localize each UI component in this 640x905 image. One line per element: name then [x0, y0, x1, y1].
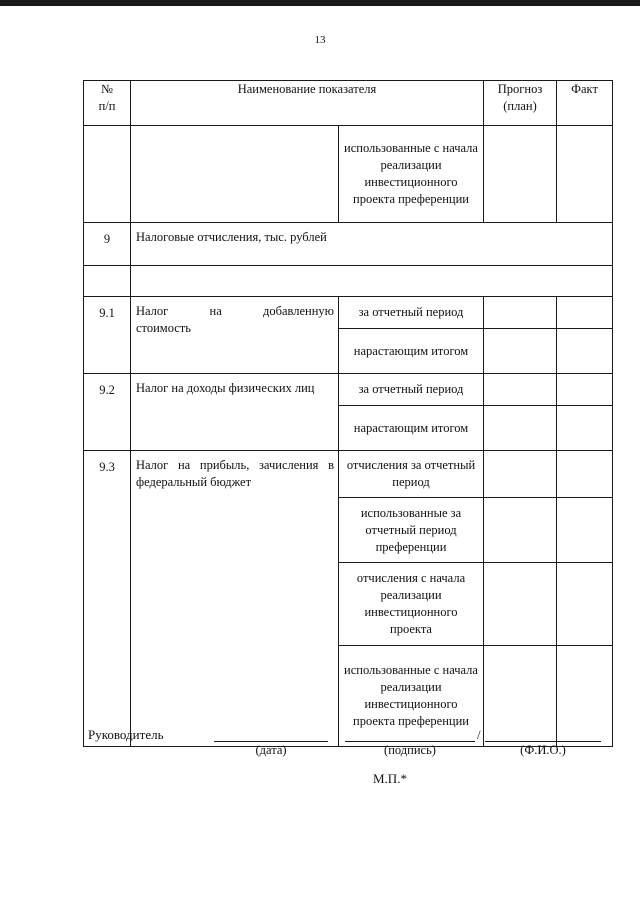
- cell-num: 9.3: [84, 451, 131, 747]
- cell-plan[interactable]: [484, 498, 557, 563]
- cell-sub: отчисления с начала реализации инвестиционного проекта: [339, 563, 484, 646]
- table-row: [84, 374, 613, 406]
- fio-label: (Ф.И.О.): [520, 743, 566, 757]
- stamp-place: М.П.*: [373, 771, 407, 786]
- date-label: (дата): [255, 743, 287, 757]
- cell-num: 9.2: [84, 374, 131, 451]
- fio-line[interactable]: [485, 741, 601, 742]
- signature-label: (подпись): [384, 743, 436, 757]
- name-line2: стоимость: [136, 321, 191, 335]
- cell-fact[interactable]: [557, 646, 613, 747]
- indicators-table: [83, 80, 613, 747]
- table-gap-row: [84, 266, 613, 297]
- cell-sub: нарастающим итогом: [339, 406, 484, 451]
- cell-sub: за отчетный период: [339, 374, 484, 406]
- cell-sub: использованные за отчетный период преференции: [339, 498, 484, 563]
- signature-line[interactable]: [345, 741, 475, 742]
- header-plan: [484, 81, 557, 126]
- header-fact: Факт: [557, 81, 613, 126]
- cell-fact[interactable]: [557, 297, 613, 329]
- table-row: [84, 126, 613, 223]
- cell-name: Налог на доходы физических лиц: [131, 374, 339, 451]
- cell-plan[interactable]: [484, 406, 557, 451]
- cell-plan[interactable]: [484, 646, 557, 747]
- header-name: Наименование показателя: [131, 81, 484, 126]
- cell-plan[interactable]: [484, 329, 557, 374]
- header-num: [84, 81, 131, 126]
- cell-fact[interactable]: [557, 563, 613, 646]
- cell-name: Налоговые отчисления, тыс. рублей: [131, 223, 613, 266]
- cell-sub: отчисления за отчетный период: [339, 451, 484, 498]
- cell-plan[interactable]: [484, 126, 557, 223]
- cell-fact[interactable]: [557, 374, 613, 406]
- cell-sub: за отчетный период: [339, 297, 484, 329]
- cell-name: [131, 126, 339, 223]
- cell-fact[interactable]: [557, 406, 613, 451]
- cell-sub: нарастающим итогом: [339, 329, 484, 374]
- table-row: [84, 297, 613, 329]
- page-number: 13: [314, 34, 326, 46]
- date-line[interactable]: [214, 741, 328, 742]
- name-line1: Налог на добавленную: [136, 304, 334, 318]
- cell-fact[interactable]: [557, 126, 613, 223]
- cell-fact[interactable]: [557, 451, 613, 498]
- table-row: [84, 223, 613, 266]
- header-num-line1: №: [101, 82, 113, 96]
- header-plan-line2: (план): [503, 99, 537, 113]
- gap-cell: [131, 266, 613, 297]
- cell-name: [131, 297, 339, 374]
- header-plan-line1: Прогноз: [497, 82, 543, 96]
- cell-sub: использованные с начала реализации инвестиционного проекта преференции: [339, 646, 484, 747]
- cell-fact[interactable]: [557, 329, 613, 374]
- cell-sub: использованные с начала реализации инвестиционного проекта преференции: [339, 126, 484, 223]
- cell-num: 9: [84, 223, 131, 266]
- top-border: [0, 0, 640, 6]
- cell-name: Налог на прибыль, зачисления в федеральный бюджет: [131, 451, 339, 747]
- cell-num: [84, 126, 131, 223]
- header-num-line2: п/п: [98, 99, 116, 113]
- cell-plan[interactable]: [484, 563, 557, 646]
- cell-num: 9.1: [84, 297, 131, 374]
- cell-fact[interactable]: [557, 498, 613, 563]
- slash-separator: /: [477, 727, 481, 742]
- table-row: [84, 451, 613, 498]
- table-header-row: [84, 81, 613, 126]
- cell-plan[interactable]: [484, 374, 557, 406]
- head-label: Руководитель: [88, 727, 164, 742]
- cell-plan[interactable]: [484, 297, 557, 329]
- gap-cell: [84, 266, 131, 297]
- cell-plan[interactable]: [484, 451, 557, 498]
